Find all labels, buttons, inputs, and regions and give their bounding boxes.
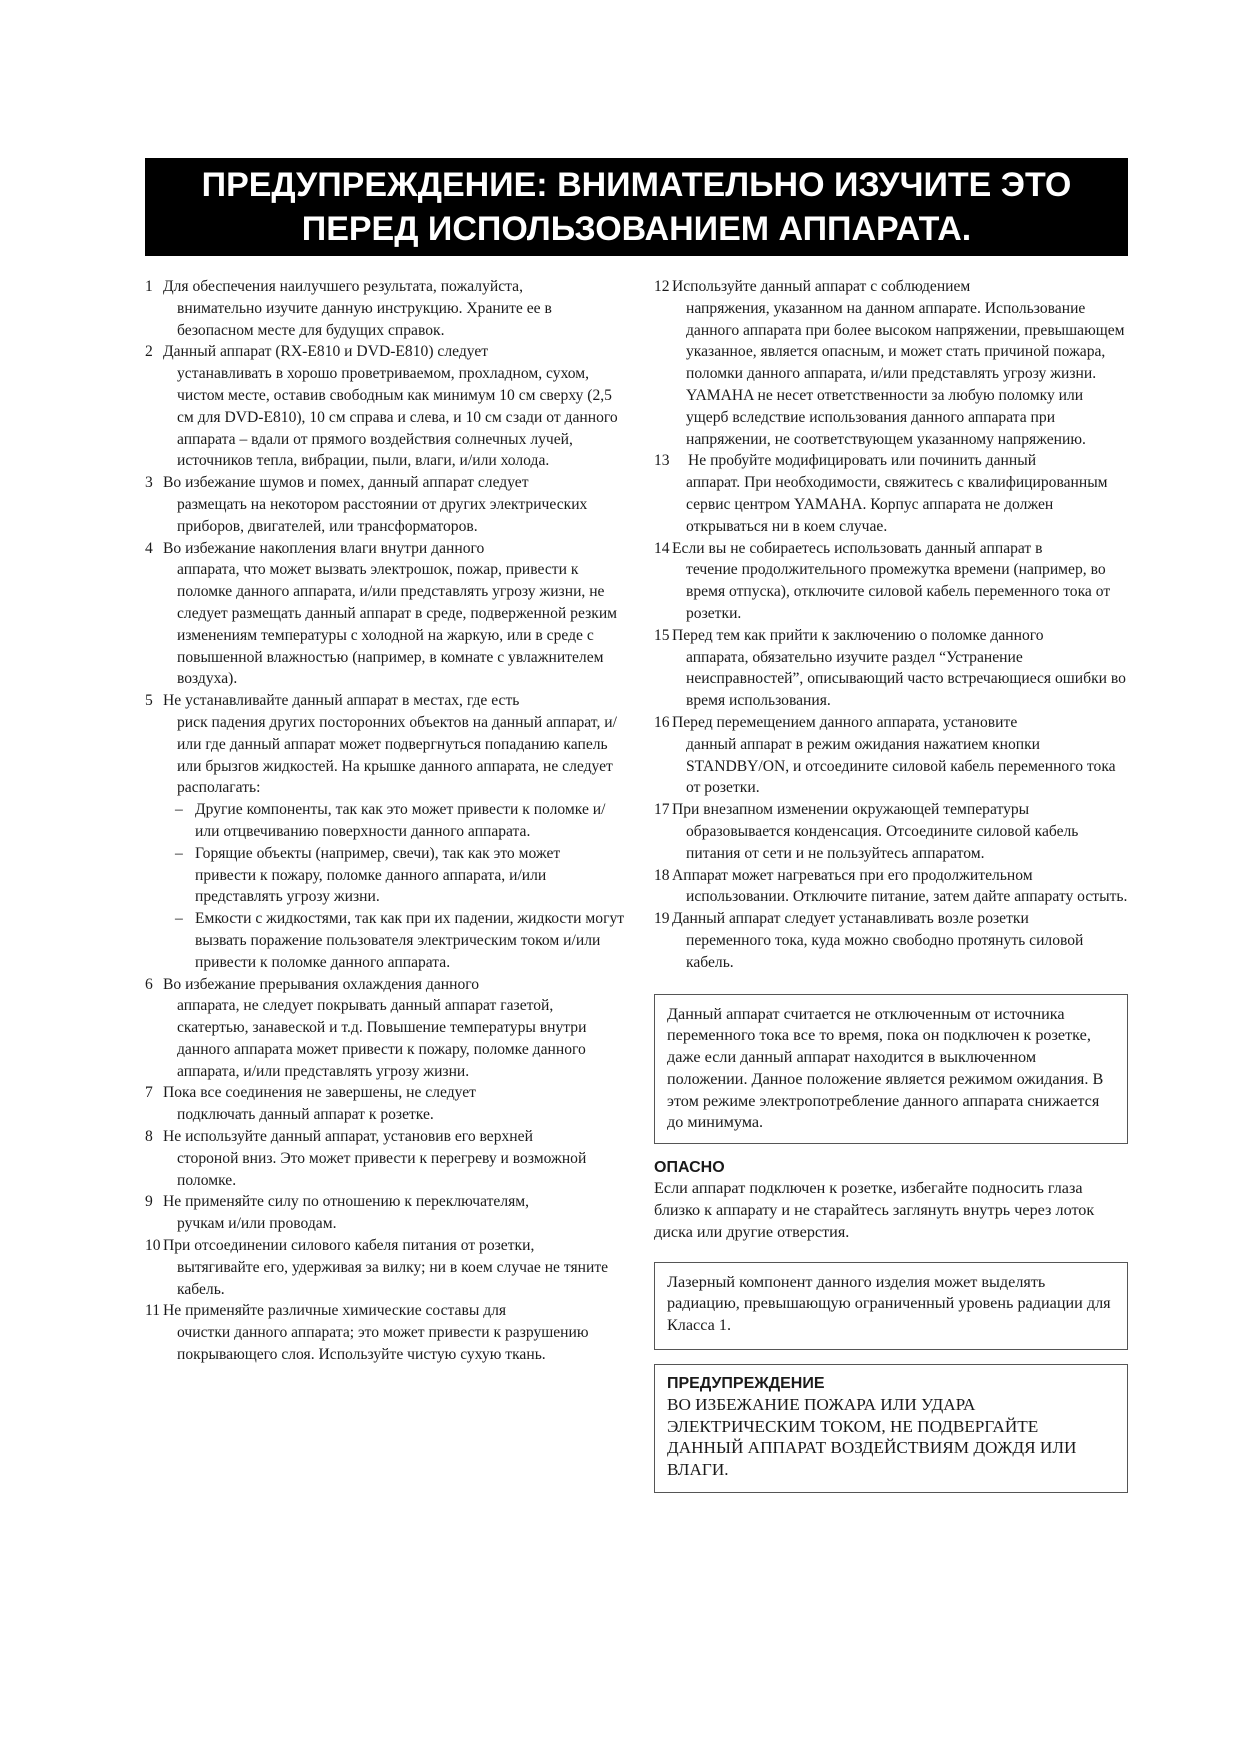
item-text-first: Перед перемещением данного аппарата, установите (672, 713, 1018, 731)
sublist (145, 799, 625, 973)
title-line-2: ПЕРЕД ИСПОЛЬЗОВАНИЕМ АППАРАТА. (301, 210, 972, 248)
list-item (654, 450, 1128, 537)
sublist-item (175, 908, 625, 973)
item-text-first: Во избежание прерывания охлаждения данного (163, 975, 480, 993)
sublist-text: Емкости с жидкостями, так как при их падении, жидкости могут вызвать поражение пользователя электрическим током и/или привести к поломке данного аппарата. (195, 910, 625, 971)
item-text: очистки данного аппарата; это может привести к разрушению покрывающего слоя. Используйте чистую сухую ткань. (177, 1324, 589, 1364)
item-number: 16 (654, 713, 670, 731)
warning-box (654, 1364, 1128, 1493)
item-text: устанавливать в хорошо проветриваемом, прохладном, сухом, чистом месте, оставив свободным как минимум 10 см сверху (2,5 см для DVD-E810), 10 см справа и слева, и 10 см сзади от данного аппарата – вдали от прямого воздействия солнечных лучей, источников тепла, вибрации, пыли, влаги, и/или холода. (177, 365, 618, 470)
item-number: 7 (145, 1084, 153, 1102)
item-text-first: Не используйте данный аппарат, установив его верхней (163, 1128, 533, 1146)
item-number: 17 (654, 801, 670, 819)
item-text-first: Пока все соединения не завершены, не следует (163, 1084, 476, 1102)
item-text: течение продолжительного промежутка времени (например, во время отпуска), отключите силовой кабель переменного тока от розетки. (686, 561, 1111, 622)
list-item (654, 908, 1128, 973)
list-item (654, 625, 1128, 712)
list-item (654, 799, 1128, 864)
sublist-text: Другие компоненты, так как это может привести к поломке и/или отцвечиванию поверхности данного аппарата. (195, 801, 606, 840)
item-text-first: Перед тем как прийти к заключению о поломке данного (672, 626, 1044, 644)
item-number: 10 (145, 1237, 161, 1255)
dash-marker: – (175, 844, 183, 862)
item-number: 15 (654, 626, 670, 644)
item-text: использовании. Отключите питание, затем дайте аппарату остыть. (686, 888, 1128, 906)
item-number: 1 (145, 278, 153, 295)
item-text: образовывается конденсация. Отсоедините силовой кабель питания от сети и не пользуйтесь аппаратом. (686, 822, 1079, 862)
list-item (654, 538, 1128, 625)
item-text: ручкам и/или проводам. (177, 1215, 337, 1233)
list-item (145, 974, 625, 1083)
item-text: вытягивайте его, удерживая за вилку; ни в коем случае не тяните кабель. (177, 1258, 609, 1298)
warning-text: ВО ИЗБЕЖАНИЕ ПОЖАРА ИЛИ УДАРА ЭЛЕКТРИЧЕСКИМ ТОКОМ, НЕ ПОДВЕРГАЙТЕ ДАННЫЙ АППАРАТ ВОЗДЕЙСТВИЯМ ДОЖДЯ ИЛИ ВЛАГИ. (667, 1395, 1077, 1479)
item-number: 14 (654, 539, 670, 557)
item-text-first: Не пробуйте модифицировать или починить данный (688, 452, 1037, 470)
dash-marker: – (175, 801, 183, 819)
item-number: 19 (654, 910, 670, 928)
standby-notice-text: Данный аппарат считается не отключенным от источника переменного тока все то время, пока он подключен к розетке, даже если данный аппарат находится в выключенном положении. Данное положение является режимом ожидания. В этом режиме электропотребление данного аппарата снижается до минимума. (667, 1004, 1104, 1132)
list-item (145, 1235, 625, 1300)
item-number: 3 (145, 474, 153, 492)
laser-notice-box (654, 1262, 1128, 1350)
item-text: риск падения других посторонних объектов на данный аппарат, и/или где данный аппарат может подвергнуться попаданию капель или брызгов жидкостей. На крышке данного аппарата, не следует располагать: (177, 713, 617, 797)
list-item (654, 712, 1128, 799)
item-text-first: Не устанавливайте данный аппарат в местах, где есть (163, 692, 520, 710)
item-text-first: Данный аппарат (RX-E810 и DVD-E810) следует (163, 343, 489, 361)
item-text: аппарат. При необходимости, свяжитесь с квалифицированным сервис центром YAMAHA. Корпус аппарата не должен открываться ни в коем случае. (686, 474, 1108, 535)
item-number: 6 (145, 975, 153, 993)
item-text: данный аппарат в режим ожидания нажатием кнопки STANDBY/ON, и отсоедините силовой кабель переменного тока от розетки. (686, 735, 1116, 797)
danger-heading: ОПАСНО (654, 1159, 725, 1177)
right-column (654, 276, 1128, 1493)
sublist-item (175, 799, 625, 843)
item-number: 13 (654, 452, 670, 470)
item-text: аппарата, что может вызвать электрошок, пожар, привести к поломке данного аппарата, и/или представлять угрозу жизни, не следует размещать данный аппарат в среде, подверженной резким изменениям температуры с холодной на жаркую, или в среде с повышенной влажностью (например, в комнате с увлажнителем воздуха). (177, 561, 618, 688)
item-text-first: При внезапном изменении окружающей температуры (672, 801, 1030, 819)
item-number: 12 (654, 278, 670, 295)
sublist-text: Горящие объекты (например, свечи), так как это может привести к пожару, поломке данного аппарата, и/или представлять угрозу жизни. (195, 844, 561, 906)
list-item (145, 1082, 625, 1126)
laser-notice-text: Лазерный компонент данного изделия может выделять радиацию, превышающую ограниченный уровень радиации для Класса 1. (667, 1272, 1111, 1335)
item-text: напряжения, указанном на данном аппарате. Использование данного аппарата при более высоком напряжении, превышающем указанное, является опасным, и может стать причиной пожара, поломки данного аппарата, и/или представлять угрозу жизни. YAMAHA не несет ответственности за любую поломку или ущерб вследствие использования данного аппарата при напряжении, не соответствующем указанному напряжению. (686, 299, 1125, 448)
item-text-first: При отсоединении силового кабеля питания от розетки, (163, 1237, 535, 1255)
danger-section (654, 1158, 1128, 1243)
item-number: 9 (145, 1193, 153, 1211)
dash-marker: – (175, 910, 183, 928)
list-item (654, 865, 1128, 909)
item-text-first: Если вы не собираетесь использовать данный аппарат в (672, 539, 1043, 557)
list-item (145, 690, 625, 799)
item-text-first: Данный аппарат следует устанавливать возле розетки (672, 910, 1029, 928)
item-number: 11 (145, 1302, 161, 1320)
sublist-item (175, 843, 625, 908)
list-item (145, 1126, 625, 1191)
item-text-first: Не применяйте различные химические составы для (163, 1302, 507, 1320)
list-item (145, 472, 625, 537)
page-title-banner (145, 158, 1128, 256)
item-number: 5 (145, 692, 153, 710)
list-item (145, 538, 625, 691)
item-number: 18 (654, 866, 670, 884)
list-item (145, 276, 625, 341)
item-text: размещать на некотором расстоянии от других электрических приборов, двигателей, или трансформаторов. (177, 495, 588, 535)
item-number: 4 (145, 539, 153, 557)
list-item (654, 276, 1128, 450)
item-text-first: Во избежание накопления влаги внутри данного (163, 539, 485, 557)
item-text: подключать данный аппарат к розетке. (177, 1106, 434, 1124)
danger-text: Если аппарат подключен к розетке, избегайте подносить глаза близко к аппарату и не старайтесь заглянуть внутрь через лоток диска или другие отверстия. (654, 1179, 1095, 1241)
item-text: переменного тока, куда можно свободно протянуть силовой кабель. (686, 931, 1084, 971)
item-text: стороной вниз. Это может привести к перегреву и возможной поломке. (177, 1149, 587, 1189)
left-column (145, 276, 625, 1366)
list-item (145, 341, 625, 472)
item-text-first: Во избежание шумов и помех, данный аппарат следует (163, 474, 529, 492)
item-text: внимательно изучите данную инструкцию. Храните ее в безопасном месте для будущих справок. (177, 299, 552, 339)
list-item (145, 1191, 625, 1235)
list-item (145, 1300, 625, 1365)
standby-notice-box (654, 994, 1128, 1145)
item-text: аппарата, не следует покрывать данный аппарат газетой, скатертью, занавеской и т.д. Повышение температуры внутри данного аппарата может привести к пожару, поломке данного аппарата, и/или представлять угрозу жизни. (177, 997, 587, 1080)
item-text-first: Не применяйте силу по отношению к переключателям, (163, 1193, 530, 1211)
item-text-first: Аппарат может нагреваться при его продолжительном (672, 866, 1033, 884)
item-text-first: Используйте данный аппарат с соблюдением (672, 278, 971, 295)
title-line-1: ПРЕДУПРЕЖДЕНИЕ: ВНИМАТЕЛЬНО ИЗУЧИТЕ ЭТО (201, 166, 1072, 204)
item-number: 8 (145, 1128, 153, 1146)
item-text: аппарата, обязательно изучите раздел “Устранение неисправностей”, описывающий часто встречающиеся ошибки во время использования. (686, 648, 1126, 710)
warning-heading: ПРЕДУПРЕЖДЕНИЕ (667, 1375, 825, 1393)
item-text-first: Для обеспечения наилучшего результата, пожалуйста, (163, 278, 523, 295)
item-number: 2 (145, 343, 153, 361)
